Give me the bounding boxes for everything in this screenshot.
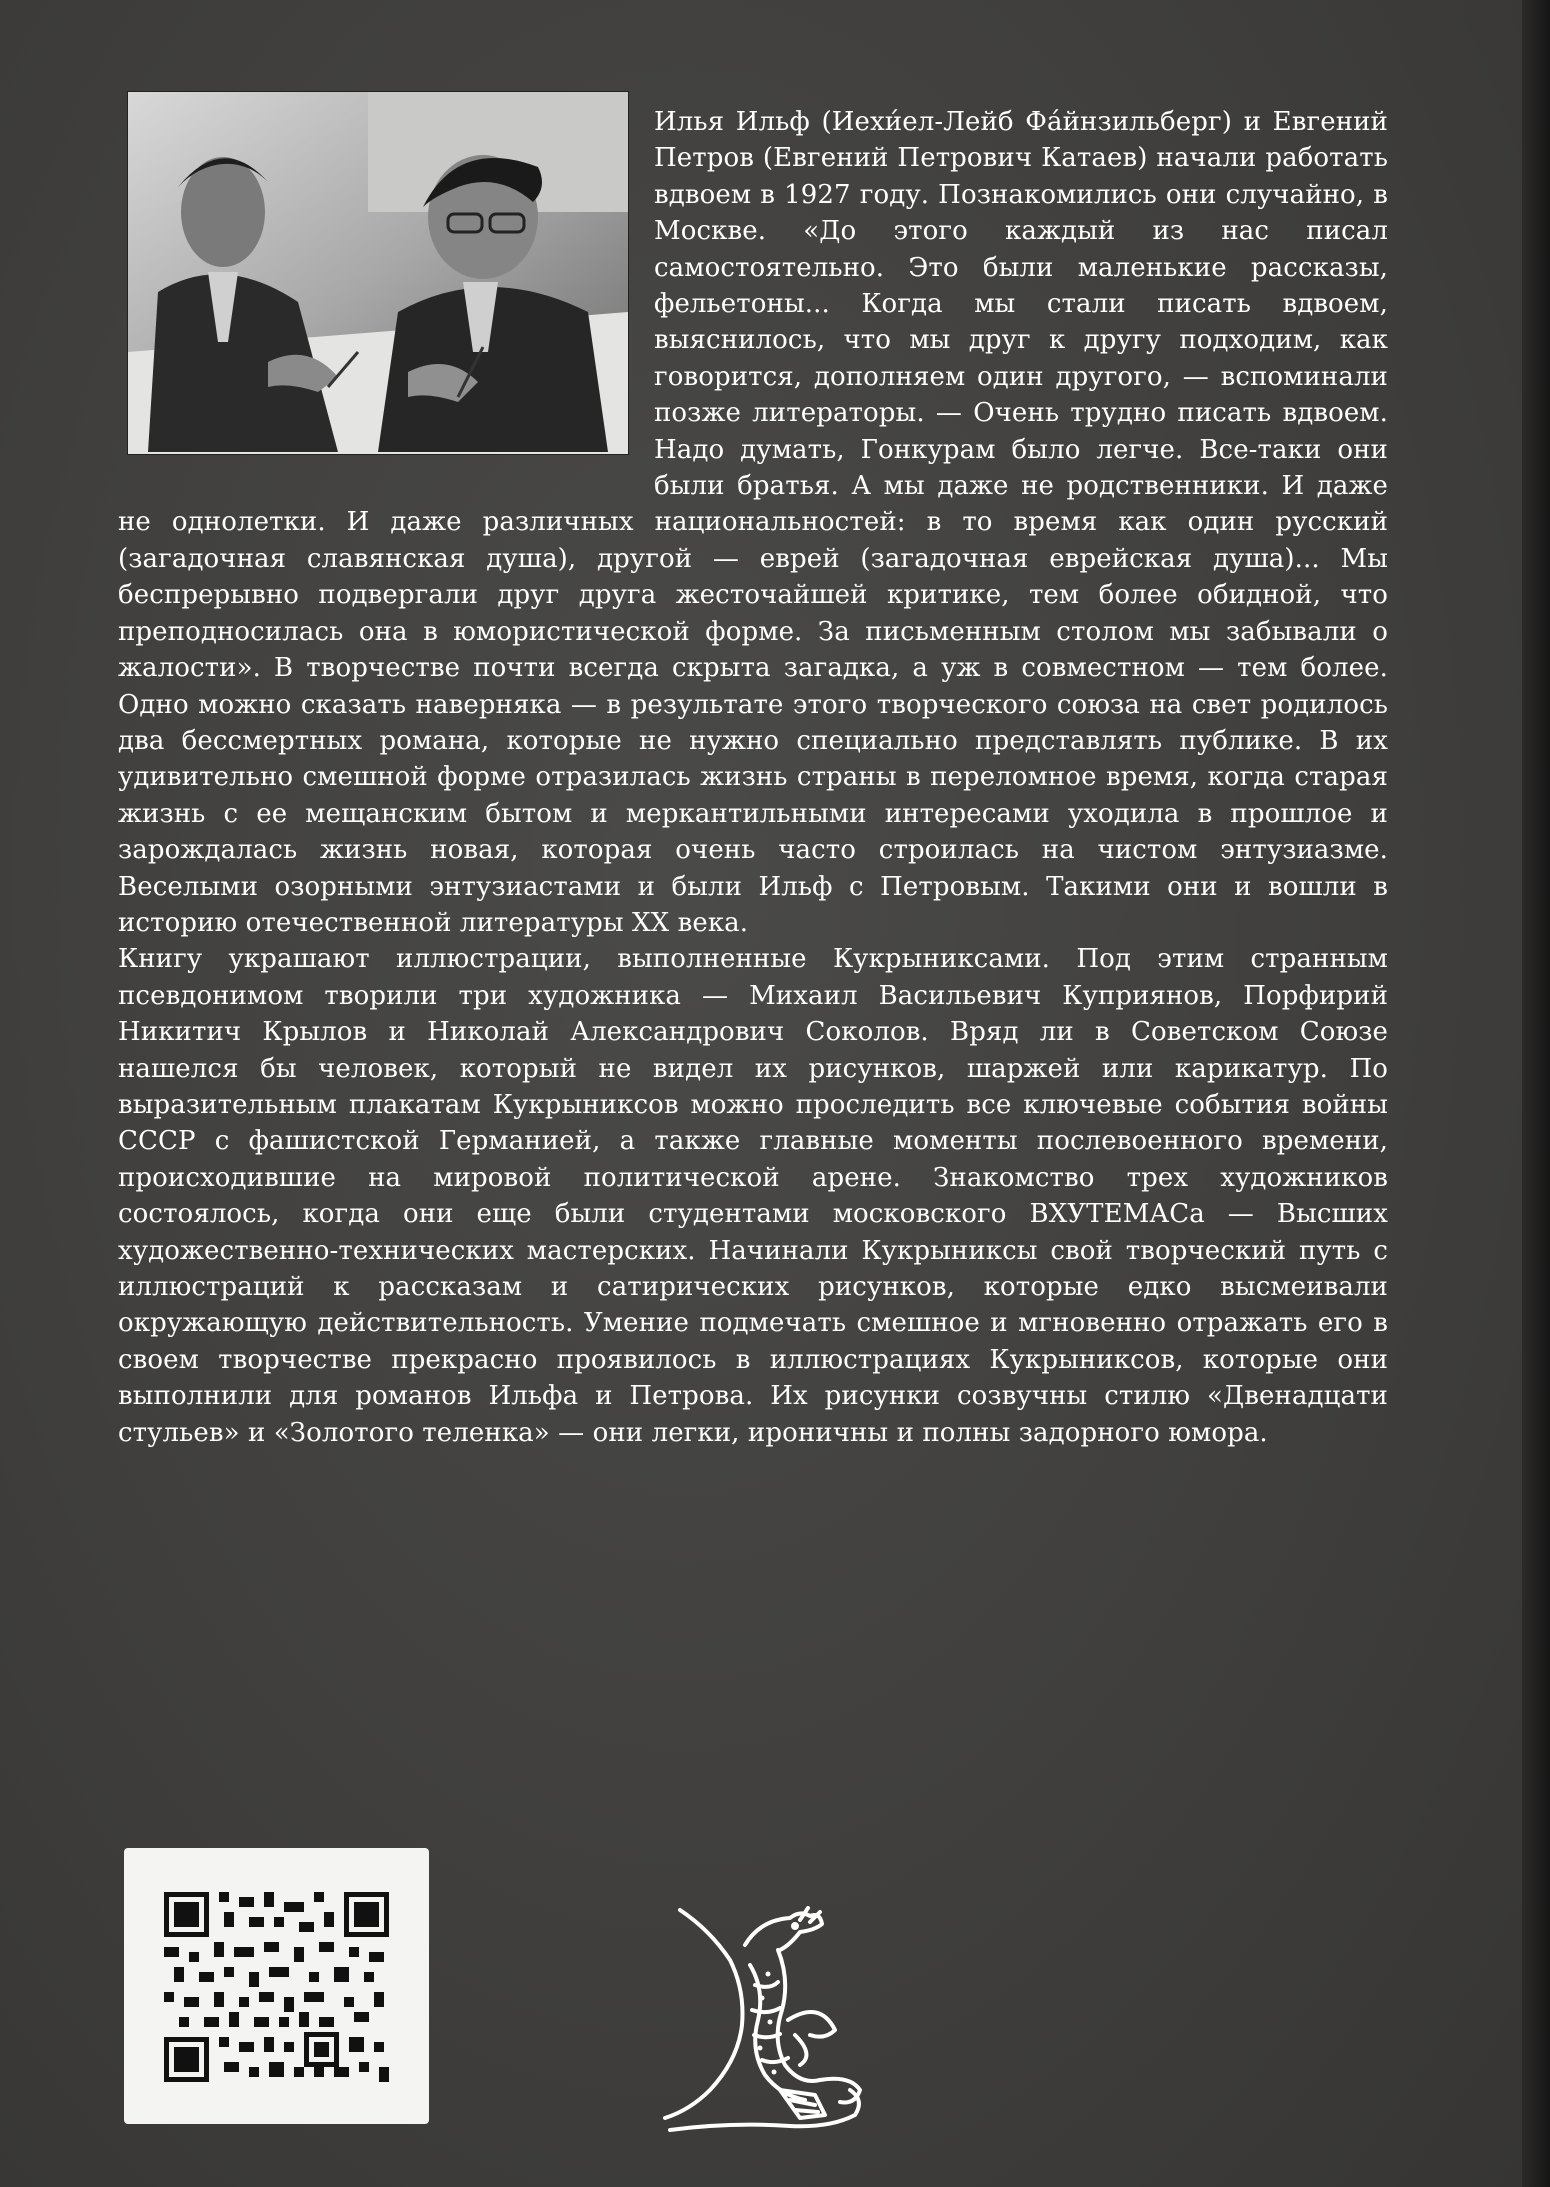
blurb-paragraph-1: Илья Ильф (Иехи́ел-Лейб Фа́йнзильберг) и Евгений Петров (Евгений Петрович Катаев) начали работать вдвоем в 1927 году. Познакомились они случайно, в Москве. «До этого каждый из нас писал самостоятельно. Это были маленькие рассказы, фельетоны... Когда мы стали писать вдвоем, выяснилось, что мы друг к другу подходим, как говорится, дополняем один другого, — вспоминали позже литераторы. — Очень трудно писать вдвоем. Надо думать, Гонкурам было легче. Все-таки они были братья. А мы даже не родственники. И даже не однолетки. И даже различных национальностей: в то время как один русский (загадочная славянская душа), другой — еврей (загадочная еврейская душа)... Мы беспрерывно подвергали друг друга жесточайшей критике, тем более обидной, что преподносилась она в юмористической форме. За письменным столом мы забывали о жалости». В творчестве почти всегда скрыта загадка, а уж в совместном — тем более. Одно можно сказать наверняка — в результате этого творческого союза на свет родилось два бессмертных романа, которые не нужно специально представлять публике. В их удивительно смешной форме отразилась жизнь страны в переломное время, когда старая жизнь с ее мещанским бытом и меркантильными интересами уходила в прошлое и зарождалась жизнь новая, которая очень часто строилась на чистом энтузиазме. Веселыми озорными энтузиастами и были Ильф с Петровым. Такими они и вошли в историю отечественной литературы XX века. [118,107,1388,938]
blurb-text [118,104,1388,1451]
publisher-logo [650,1890,880,2135]
photo-text-wrap [118,104,634,496]
qr-code-icon [164,1892,389,2082]
cover-spine-edge [1522,0,1550,2187]
blurb-paragraph-2: Книгу украшают иллюстрации, выполненные Кукрыниксами. Под этим странным псевдонимом творили три художника — Михаил Васильевич Куприянов, Порфирий Никитич Крылов и Николай Александрович Соколов. Вряд ли в Советском Союзе нашелся бы человек, который не видел их рисунков, шаржей или карикатур. По выразительным плакатам Кукрыниксов можно проследить все ключевые события войны СССР с фашистской Германией, а также главные моменты послевоенного времени, происходившие на мировой политической арене. Знакомство трех художников состоялось, когда они еще были студентами московского ВХУТЕМАСа — Высших художественно-технических мастерских. Начинали Кукрыниксы свой творческий путь с иллюстраций к рассказам и сатирических рисунков, которые едко высмеивали окружающую действительность. Умение подмечать смешное и мгновенно отражать его в своем творчестве прекрасно проявилось в иллюстрациях Кукрыниксов, которые они выполнили для романов Ильфа и Петрова. Их рисунки созвучны стилю «Двенадцати стульев» и «Золотого теленка» — они легки, ироничны и полны задорного юмора. [118,944,1388,1448]
publisher-dragon-logo-icon [650,1890,880,2135]
qr-code[interactable] [124,1848,429,2124]
